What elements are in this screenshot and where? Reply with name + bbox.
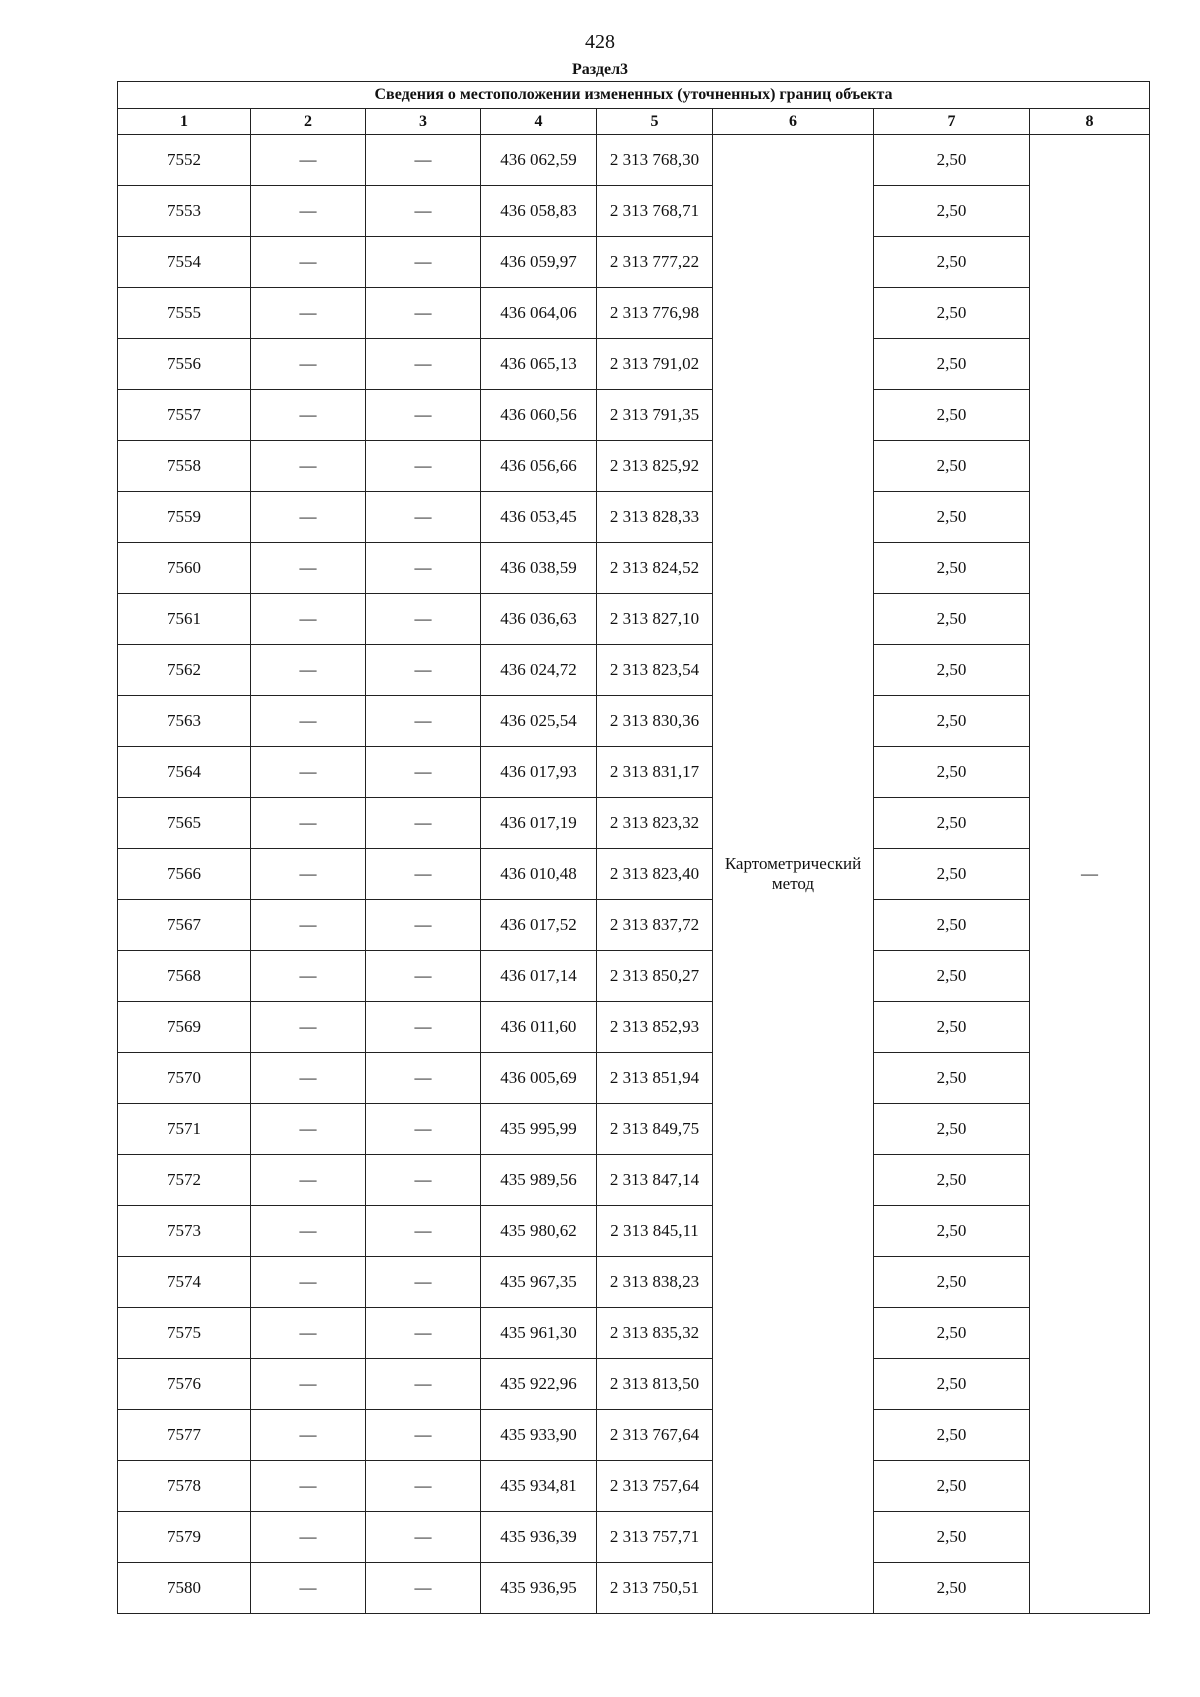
point-number-cell: 7580 — [118, 1563, 251, 1614]
table-body — [118, 135, 1150, 1614]
table-row — [118, 186, 1150, 237]
table-row — [118, 1053, 1150, 1104]
table-row — [118, 849, 1150, 900]
accuracy-cell: 2,50 — [874, 594, 1030, 645]
accuracy-cell: 2,50 — [874, 1002, 1030, 1053]
column-number-3: 3 — [366, 109, 481, 135]
column-number-7: 7 — [874, 109, 1030, 135]
x-coordinate-cell: 435 995,99 — [481, 1104, 597, 1155]
column-number-1: 1 — [118, 109, 251, 135]
section-title: Раздел3 — [571, 61, 629, 78]
y-coordinate-cell: 2 313 791,35 — [597, 390, 713, 441]
y-coordinate-cell: 2 313 837,72 — [597, 900, 713, 951]
y-coordinate-cell: 2 313 850,27 — [597, 951, 713, 1002]
column-3-cell: — — [366, 1410, 481, 1461]
y-coordinate-cell: 2 313 823,32 — [597, 798, 713, 849]
table-row — [118, 1155, 1150, 1206]
column-2-cell: — — [251, 1563, 366, 1614]
method-cell: Картометрический метод — [713, 135, 874, 1614]
column-2-cell: — — [251, 135, 366, 186]
x-coordinate-cell: 436 017,14 — [481, 951, 597, 1002]
column-2-cell: — — [251, 1053, 366, 1104]
y-coordinate-cell: 2 313 838,23 — [597, 1257, 713, 1308]
column-2-cell: — — [251, 288, 366, 339]
y-coordinate-cell: 2 313 847,14 — [597, 1155, 713, 1206]
x-coordinate-cell: 435 936,95 — [481, 1563, 597, 1614]
point-number-cell: 7552 — [118, 135, 251, 186]
column-2-cell: — — [251, 186, 366, 237]
table-row — [118, 1512, 1150, 1563]
table-row — [118, 1257, 1150, 1308]
column-2-cell: — — [251, 1512, 366, 1563]
point-number-cell: 7555 — [118, 288, 251, 339]
column-2-cell: — — [251, 1461, 366, 1512]
point-number-cell: 7569 — [118, 1002, 251, 1053]
accuracy-cell: 2,50 — [874, 747, 1030, 798]
x-coordinate-cell: 436 011,60 — [481, 1002, 597, 1053]
accuracy-cell: 2,50 — [874, 186, 1030, 237]
accuracy-cell: 2,50 — [874, 1461, 1030, 1512]
accuracy-cell: 2,50 — [874, 900, 1030, 951]
x-coordinate-cell: 436 056,66 — [481, 441, 597, 492]
accuracy-cell: 2,50 — [874, 1308, 1030, 1359]
y-coordinate-cell: 2 313 830,36 — [597, 696, 713, 747]
accuracy-cell: 2,50 — [874, 1359, 1030, 1410]
x-coordinate-cell: 436 064,06 — [481, 288, 597, 339]
table-row — [118, 900, 1150, 951]
column-2-cell: — — [251, 1002, 366, 1053]
boundary-points-table — [117, 81, 1150, 1614]
column-2-cell: — — [251, 237, 366, 288]
table-row — [118, 135, 1150, 186]
table-row — [118, 1308, 1150, 1359]
column-2-cell: — — [251, 441, 366, 492]
column-3-cell: — — [366, 1053, 481, 1104]
accuracy-cell: 2,50 — [874, 1563, 1030, 1614]
point-number-cell: 7573 — [118, 1206, 251, 1257]
column-3-cell: — — [366, 1206, 481, 1257]
column-3-cell: — — [366, 1257, 481, 1308]
column-3-cell: — — [366, 492, 481, 543]
y-coordinate-cell: 2 313 849,75 — [597, 1104, 713, 1155]
column-2-cell: — — [251, 1410, 366, 1461]
point-number-cell: 7572 — [118, 1155, 251, 1206]
column-3-cell: — — [366, 1104, 481, 1155]
y-coordinate-cell: 2 313 768,71 — [597, 186, 713, 237]
accuracy-cell: 2,50 — [874, 1512, 1030, 1563]
y-coordinate-cell: 2 313 823,54 — [597, 645, 713, 696]
table-row — [118, 288, 1150, 339]
table-row — [118, 645, 1150, 696]
point-number-cell: 7570 — [118, 1053, 251, 1104]
column-3-cell: — — [366, 645, 481, 696]
accuracy-cell: 2,50 — [874, 849, 1030, 900]
column-2-cell: — — [251, 390, 366, 441]
column-3-cell: — — [366, 1461, 481, 1512]
column-3-cell: — — [366, 696, 481, 747]
y-coordinate-cell: 2 313 823,40 — [597, 849, 713, 900]
column-3-cell: — — [366, 135, 481, 186]
column-2-cell: — — [251, 1257, 366, 1308]
table-row — [118, 696, 1150, 747]
point-number-cell: 7563 — [118, 696, 251, 747]
x-coordinate-cell: 435 980,62 — [481, 1206, 597, 1257]
accuracy-cell: 2,50 — [874, 798, 1030, 849]
point-number-cell: 7574 — [118, 1257, 251, 1308]
column-3-cell: — — [366, 747, 481, 798]
x-coordinate-cell: 436 010,48 — [481, 849, 597, 900]
x-coordinate-cell: 435 936,39 — [481, 1512, 597, 1563]
column-3-cell: — — [366, 951, 481, 1002]
table-row — [118, 1410, 1150, 1461]
column-3-cell: — — [366, 186, 481, 237]
column-3-cell: — — [366, 1512, 481, 1563]
accuracy-cell: 2,50 — [874, 492, 1030, 543]
table-row — [118, 1359, 1150, 1410]
column-3-cell: — — [366, 1155, 481, 1206]
point-number-cell: 7562 — [118, 645, 251, 696]
x-coordinate-cell: 435 967,35 — [481, 1257, 597, 1308]
point-number-cell: 7559 — [118, 492, 251, 543]
accuracy-cell: 2,50 — [874, 696, 1030, 747]
x-coordinate-cell: 436 060,56 — [481, 390, 597, 441]
accuracy-cell: 2,50 — [874, 339, 1030, 390]
column-2-cell: — — [251, 543, 366, 594]
y-coordinate-cell: 2 313 767,64 — [597, 1410, 713, 1461]
accuracy-cell: 2,50 — [874, 1410, 1030, 1461]
column-2-cell: — — [251, 1104, 366, 1155]
point-number-cell: 7579 — [118, 1512, 251, 1563]
x-coordinate-cell: 436 062,59 — [481, 135, 597, 186]
page-number: 428 — [585, 31, 615, 53]
y-coordinate-cell: 2 313 825,92 — [597, 441, 713, 492]
x-coordinate-cell: 436 058,83 — [481, 186, 597, 237]
point-number-cell: 7575 — [118, 1308, 251, 1359]
accuracy-cell: 2,50 — [874, 543, 1030, 594]
column-3-cell: — — [366, 1563, 481, 1614]
point-number-cell: 7561 — [118, 594, 251, 645]
point-number-cell: 7577 — [118, 1410, 251, 1461]
table-row — [118, 339, 1150, 390]
table-row — [118, 441, 1150, 492]
column-2-cell: — — [251, 645, 366, 696]
y-coordinate-cell: 2 313 791,02 — [597, 339, 713, 390]
column-2-cell: — — [251, 696, 366, 747]
column-number-6: 6 — [713, 109, 874, 135]
x-coordinate-cell: 436 017,52 — [481, 900, 597, 951]
column-number-4: 4 — [481, 109, 597, 135]
x-coordinate-cell: 436 017,19 — [481, 798, 597, 849]
x-coordinate-cell: 436 025,54 — [481, 696, 597, 747]
column-2-cell: — — [251, 798, 366, 849]
column-8-cell: — — [1030, 135, 1150, 1614]
column-3-cell: — — [366, 543, 481, 594]
point-number-cell: 7578 — [118, 1461, 251, 1512]
point-number-cell: 7564 — [118, 747, 251, 798]
x-coordinate-cell: 435 989,56 — [481, 1155, 597, 1206]
column-3-cell: — — [366, 1002, 481, 1053]
point-number-cell: 7554 — [118, 237, 251, 288]
x-coordinate-cell: 436 017,93 — [481, 747, 597, 798]
column-2-cell: — — [251, 339, 366, 390]
accuracy-cell: 2,50 — [874, 1053, 1030, 1104]
column-3-cell: — — [366, 1359, 481, 1410]
point-number-cell: 7576 — [118, 1359, 251, 1410]
y-coordinate-cell: 2 313 824,52 — [597, 543, 713, 594]
table-row — [118, 1206, 1150, 1257]
y-coordinate-cell: 2 313 750,51 — [597, 1563, 713, 1614]
table-row — [118, 492, 1150, 543]
table-row — [118, 594, 1150, 645]
x-coordinate-cell: 436 059,97 — [481, 237, 597, 288]
point-number-cell: 7557 — [118, 390, 251, 441]
table-row — [118, 390, 1150, 441]
table-row — [118, 237, 1150, 288]
x-coordinate-cell: 435 934,81 — [481, 1461, 597, 1512]
point-number-cell: 7568 — [118, 951, 251, 1002]
y-coordinate-cell: 2 313 845,11 — [597, 1206, 713, 1257]
table-row — [118, 1461, 1150, 1512]
column-3-cell: — — [366, 288, 481, 339]
point-number-cell: 7567 — [118, 900, 251, 951]
column-number-2: 2 — [251, 109, 366, 135]
column-2-cell: — — [251, 1359, 366, 1410]
y-coordinate-cell: 2 313 827,10 — [597, 594, 713, 645]
y-coordinate-cell: 2 313 831,17 — [597, 747, 713, 798]
column-2-cell: — — [251, 849, 366, 900]
y-coordinate-cell: 2 313 835,32 — [597, 1308, 713, 1359]
table-row — [118, 747, 1150, 798]
column-2-cell: — — [251, 900, 366, 951]
point-number-cell: 7558 — [118, 441, 251, 492]
accuracy-cell: 2,50 — [874, 645, 1030, 696]
point-number-cell: 7571 — [118, 1104, 251, 1155]
y-coordinate-cell: 2 313 813,50 — [597, 1359, 713, 1410]
y-coordinate-cell: 2 313 851,94 — [597, 1053, 713, 1104]
accuracy-cell: 2,50 — [874, 288, 1030, 339]
x-coordinate-cell: 435 922,96 — [481, 1359, 597, 1410]
column-3-cell: — — [366, 900, 481, 951]
x-coordinate-cell: 436 005,69 — [481, 1053, 597, 1104]
y-coordinate-cell: 2 313 776,98 — [597, 288, 713, 339]
accuracy-cell: 2,50 — [874, 1206, 1030, 1257]
column-2-cell: — — [251, 747, 366, 798]
column-2-cell: — — [251, 1206, 366, 1257]
column-3-cell: — — [366, 594, 481, 645]
column-3-cell: — — [366, 390, 481, 441]
x-coordinate-cell: 435 961,30 — [481, 1308, 597, 1359]
point-number-cell: 7560 — [118, 543, 251, 594]
y-coordinate-cell: 2 313 852,93 — [597, 1002, 713, 1053]
accuracy-cell: 2,50 — [874, 1104, 1030, 1155]
table-row — [118, 1563, 1150, 1614]
column-number-8: 8 — [1030, 109, 1150, 135]
accuracy-cell: 2,50 — [874, 1257, 1030, 1308]
table-row — [118, 1002, 1150, 1053]
column-2-cell: — — [251, 1155, 366, 1206]
x-coordinate-cell: 436 036,63 — [481, 594, 597, 645]
column-2-cell: — — [251, 594, 366, 645]
column-3-cell: — — [366, 849, 481, 900]
table-row — [118, 543, 1150, 594]
x-coordinate-cell: 435 933,90 — [481, 1410, 597, 1461]
column-3-cell: — — [366, 1308, 481, 1359]
x-coordinate-cell: 436 024,72 — [481, 645, 597, 696]
table-row — [118, 1104, 1150, 1155]
y-coordinate-cell: 2 313 777,22 — [597, 237, 713, 288]
point-number-cell: 7565 — [118, 798, 251, 849]
column-3-cell: — — [366, 339, 481, 390]
accuracy-cell: 2,50 — [874, 237, 1030, 288]
y-coordinate-cell: 2 313 757,64 — [597, 1461, 713, 1512]
column-3-cell: — — [366, 237, 481, 288]
accuracy-cell: 2,50 — [874, 135, 1030, 186]
point-number-cell: 7553 — [118, 186, 251, 237]
point-number-cell: 7556 — [118, 339, 251, 390]
accuracy-cell: 2,50 — [874, 1155, 1030, 1206]
column-number-5: 5 — [597, 109, 713, 135]
accuracy-cell: 2,50 — [874, 390, 1030, 441]
table-caption: Сведения о местоположении измененных (уточненных) границ объекта — [118, 82, 1150, 109]
accuracy-cell: 2,50 — [874, 951, 1030, 1002]
column-3-cell: — — [366, 441, 481, 492]
table-row — [118, 798, 1150, 849]
x-coordinate-cell: 436 065,13 — [481, 339, 597, 390]
column-3-cell: — — [366, 798, 481, 849]
column-2-cell: — — [251, 492, 366, 543]
y-coordinate-cell: 2 313 768,30 — [597, 135, 713, 186]
column-2-cell: — — [251, 1308, 366, 1359]
point-number-cell: 7566 — [118, 849, 251, 900]
y-coordinate-cell: 2 313 828,33 — [597, 492, 713, 543]
accuracy-cell: 2,50 — [874, 441, 1030, 492]
x-coordinate-cell: 436 053,45 — [481, 492, 597, 543]
x-coordinate-cell: 436 038,59 — [481, 543, 597, 594]
table-row — [118, 951, 1150, 1002]
column-2-cell: — — [251, 951, 366, 1002]
y-coordinate-cell: 2 313 757,71 — [597, 1512, 713, 1563]
